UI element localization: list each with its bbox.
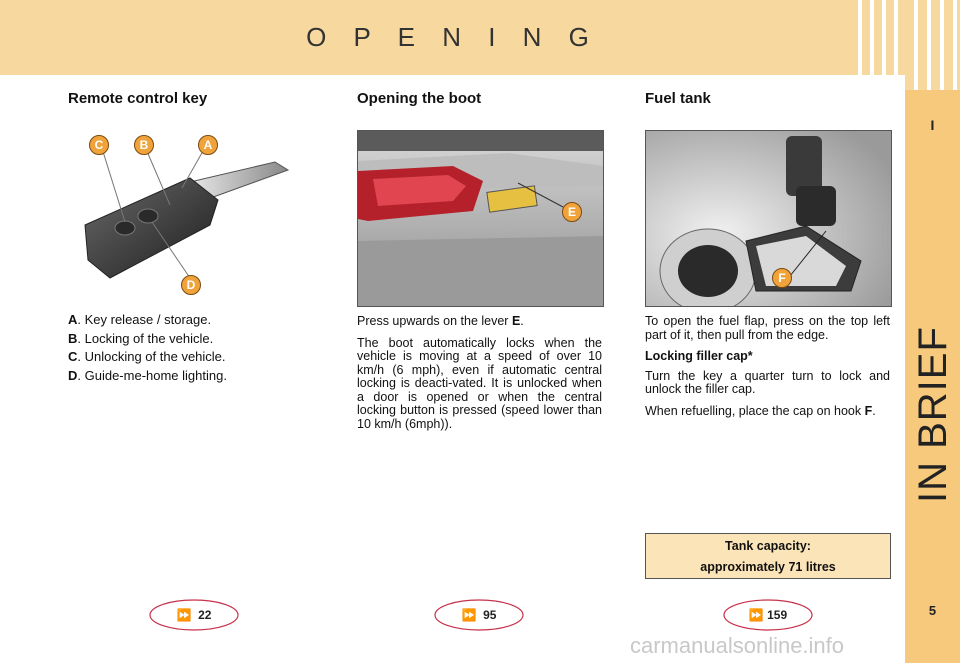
chapter-title [913,417,953,503]
legend-item: C. Unlocking of the vehicle. [68,349,226,364]
watermark: carmanualsonline.info [630,633,845,658]
boot-heading: Opening the boot [357,90,482,107]
page-number: 5 [928,603,937,618]
boot-paragraph-2: The boot automatically locks when the vehicle is moving at a speed of over 10 km/h (6 mph), even if automatic central locking is deacti-vated. It is unlocked when a door is opened or when the central locking button is pressed (speed lower than 10 km/h (6mph)). [357,335,602,431]
legend-item: A. Key release / storage. [68,312,212,327]
callout-e: E [562,202,582,222]
fuel-paragraph-1: To open the fuel flap, press on the top left part of it, then pull from the edge. [645,314,890,342]
page-ref-95[interactable]: ⏩ 95 [433,597,525,633]
capacity-label: Tank capacity: [725,539,811,553]
callout-a: A [198,135,218,155]
remote-legend [68,313,298,387]
remote-heading: Remote control key [68,90,208,107]
fuel-heading: Fuel tank [645,90,711,107]
page-ref-159[interactable]: ⏩ 159 [722,597,814,633]
legend-item: B. Locking of the vehicle. [68,330,214,346]
legend-item: D. Guide-me-home lighting. [68,367,227,383]
fast-forward-icon: ⏩ [461,608,477,622]
fast-forward-icon: ⏩ [176,608,192,622]
fuel-photo [645,130,892,307]
page-title: O P E N I N G [306,22,599,52]
tank-capacity-box [645,533,891,579]
fuel-paragraph-2: Turn the key a quarter turn to lock and unlock the filler cap. [645,368,890,396]
chapter-number: I [930,117,935,133]
fuel-paragraph-3: When refuelling, place the cap on hook F. [645,403,876,418]
boot-text [357,315,602,439]
side-band-stripes [905,0,960,90]
remote-key-image [70,130,300,300]
boot-paragraph-1: Press upwards on the lever E. [357,314,524,328]
fast-forward-icon: ⏩ [748,608,764,622]
callout-d: D [181,275,201,295]
callout-f: F [772,268,792,288]
fuel-text [645,315,890,426]
callout-c: C [89,135,109,155]
fuel-subheading: Locking filler cap* [645,349,753,363]
page-ref-22[interactable]: ⏩ 22 [148,597,240,633]
capacity-value: approximately 71 litres [700,560,836,574]
callout-b: B [134,135,154,155]
